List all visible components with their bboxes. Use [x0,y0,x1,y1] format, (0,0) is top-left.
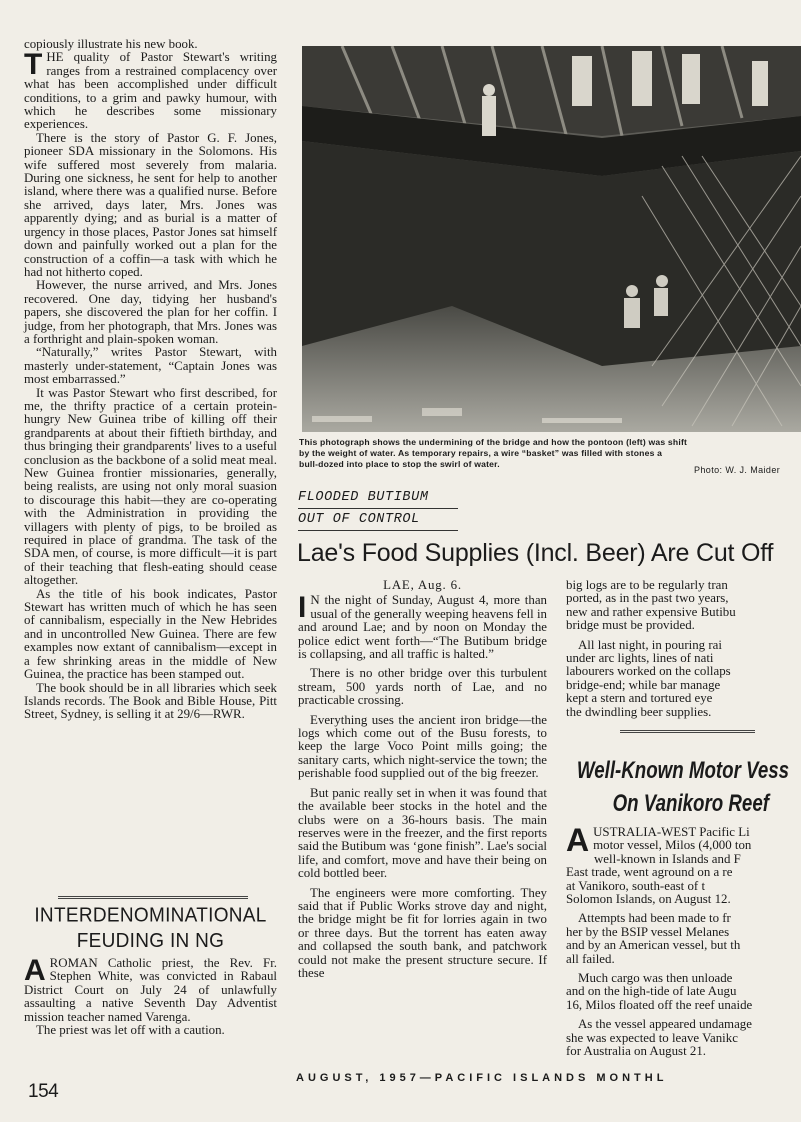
left-article-column [24,38,277,722]
text-line: USTRALIA-WEST Pacific Li [593,826,750,839]
motor-vessel-body [566,826,801,1065]
title-line: FEUDING IN NG [76,930,225,953]
text-line: well-known in Islands and F [594,851,741,866]
text-line: all failed. [566,951,615,966]
article-paragraph [566,579,801,633]
article-kicker [298,488,458,532]
article-paragraph [298,591,547,662]
review-paragraph-text: HE quality of Pastor Stewart's writing ranges from a restrained complacency over what has been accomplished under difficult conditions, to a grim and pawky humour, with which he describes some missionary experiences. [24,50,277,132]
article-paragraph: Everything uses the ancient iron bridge—the logs which come out of the Busu forests, to keep the large Voco Point mills going; the sanitary carts, which night-service the town; the perishable food supplied out of the big freezer. [298,712,547,781]
kicker-line: FLOODED BUTIBUM [298,488,458,509]
main-headline: Lae's Food Supplies (Incl. Beer) Are Cut Off [297,539,774,567]
photo-credit: Photo: W. J. Maider [694,465,781,475]
drop-cap: I [298,591,307,625]
text-line: All last night, in pouring rai [578,637,722,652]
text-line: motor vessel, Milos (4,000 ton [593,838,752,853]
caption-line: bull-dozed into place to stop the swirl of water. [299,459,500,469]
text-line: the dwindling beer supplies. [566,704,712,719]
article-paragraph: But panic really set in when it was found that the available beer stocks in the hotel and the clubs were on a 36-hours basis. The main reserves were in the freezer, and the first reports said the Butibum was ‘gone finish”. Lae's social life, and comfort, move and have their being on cold bottled beer. [298,785,547,881]
drop-cap: A [566,826,590,858]
text-line: her by the BSIP vessel Melanes [566,924,730,939]
article-paragraph: The engineers were more comforting. They said that if Public Works strove day and night, the bridge might be fit for lorries again in two or three days. But the torrent has eaten away and collapsed the south bank, and patchwork could not make the present structure secure. If these [298,885,547,980]
motor-vessel-title [566,754,800,820]
interdenominational-body [24,954,277,1038]
drop-cap: T [24,48,43,82]
title-line: Well-Known Motor Vess [576,757,790,784]
news-paragraph-text: ROMAN Catholic priest, the Rev. Fr. Stephen White, was convicted in Rabaul District Court on July 24 of unlawfully assaulting a native Seventh Day Adventist mission teacher named Varenga. [24,956,277,1024]
section-divider [620,730,755,733]
article-paragraph [566,972,801,1012]
running-footer: AUGUST, 1957—PACIFIC ISLANDS MONTHL [296,1072,668,1084]
text-line: ported, as in the past two years, [566,591,729,606]
text-line: at Vanikoro, south-east of t [566,878,706,893]
text-line: As the vessel appeared undamage [578,1017,752,1032]
text-line: new and rather expensive Butibu [566,604,736,619]
text-line: and on the high-tide of late Augu [566,984,737,999]
text-line: she was expected to leave Vanikc [566,1030,738,1045]
text-line: under arc lights, lines of nati [566,651,714,666]
review-paragraph: As the title of his book indicates, Pastor Stewart has written much of which he has seen of cannibalism, especially in the New Hebrides and in uncontrolled New Guinea. There are few examples now extant of cannibalism—except in a few shrinking areas in the middle of New Guinea, the practice has been stamped out. [24,586,277,682]
text-line: for Australia on August 21. [566,1044,706,1059]
bridge-photograph [302,46,801,432]
article-paragraph-text: N the night of Sunday, August 4, more than usual of the generally weeping heavens fell in and around Lae; and by noon on Monday the police edict went forth—“The Butibum bridge is collapsing, and all traffic is halted.” [298,593,547,662]
article-paragraph [566,1018,801,1058]
title-line: INTERDENOMINATIONAL [34,904,267,927]
article-paragraph [566,826,801,906]
article-paragraph: There is no other bridge over this turbulent stream, 500 yards north of Lae, and no practicable crossing. [298,666,547,708]
text-line: labourers worked on the collaps [566,664,731,679]
interdenominational-title [24,904,277,954]
caption-line: This photograph shows the undermining of the bridge and how the pontoon (left) was shift [299,437,688,447]
review-paragraph: “Naturally,” writes Pastor Stewart, with masterly under-statement, “Captain Jones was most embarrassed.” [24,345,277,387]
text-line: Much cargo was then unloade [578,971,733,986]
text-line: Solomon Islands, on August 12. [566,892,731,907]
page-number: 154 [28,1081,59,1102]
text-line: East trade, went aground on a re [566,865,733,880]
text-line: kept a stern and tortured eye [566,691,713,706]
main-article-continuation [566,579,801,725]
title-line: On Vanikoro Reef [612,790,769,817]
text-line: 16, Milos floated off the reef unaide [566,997,753,1012]
news-paragraph: The priest was let off with a caution. [36,1023,225,1038]
text-line: bridge-end; while bar manage [566,677,721,692]
review-paragraph: The book should be in all libraries which seek Islands records. The Book and Bible House, Pitt Street, Sydney, is selling it at 29/6—RWR. [24,680,277,722]
article-paragraph [566,639,801,719]
review-paragraph: It was Pastor Stewart who first described, for me, the thrifty practice of a certain protein-hungry New Guinea tribe of killing off their grandparents at about their fiftieth birthday, and thus bringing their grandparents' lives to a useful conclusion as the backbone of a solid meat meal. New Guinea frontier missionaries, generally, being realists, are using not only moral suasion to discourage this habit—they are co-operating with the Administration in providing the villagers with plenty of pigs, to be broiled as required in place of grandma. The task of the SDA men, of course, is more difficult—it is part of their teaching that flesh-eating should cease altogether. [24,385,277,588]
text-line: and by an American vessel, but th [566,938,741,953]
main-article-column [298,579,547,986]
section-divider [58,896,248,899]
intro-line: copiously illustrate his new book. [24,37,198,51]
text-line: bridge must be provided. [566,618,695,633]
review-paragraph [24,48,277,132]
text-line: Attempts had been made to fr [578,911,731,926]
dateline: LAE, Aug. 6. [383,578,462,592]
caption-line: by the weight of water. As temporary repairs, a wire “basket” was filled with stones a [299,448,663,458]
news-paragraph [24,954,277,1024]
text-line: big logs are to be regularly tran [566,579,728,592]
kicker-line: OUT OF CONTROL [298,510,458,531]
review-paragraph: However, the nurse arrived, and Mrs. Jones recovered. One day, tidying her husband's papers, she discovered the plan for her coffin. I judge, from her photograph, that Mrs. Jones was a forthright and plain-spoken woman. [24,278,277,346]
drop-cap: A [24,954,46,987]
review-paragraph: There is the story of Pastor G. F. Jones, pioneer SDA missionary in the Solomons. His wife suffered most severely from malaria. During one sickness, he sent for help to another island, where there was a qualified nurse. Before she arrived, days later, Mrs. Jones was apparently dying; and as burial is a matter of urgency in those places, Pastor Jones sat himself down and painfully worked out a plan for the construction of a coffin—a task with which he had not hitherto coped. [24,130,277,279]
article-paragraph [566,912,801,966]
bridge-photo-image [302,46,801,432]
